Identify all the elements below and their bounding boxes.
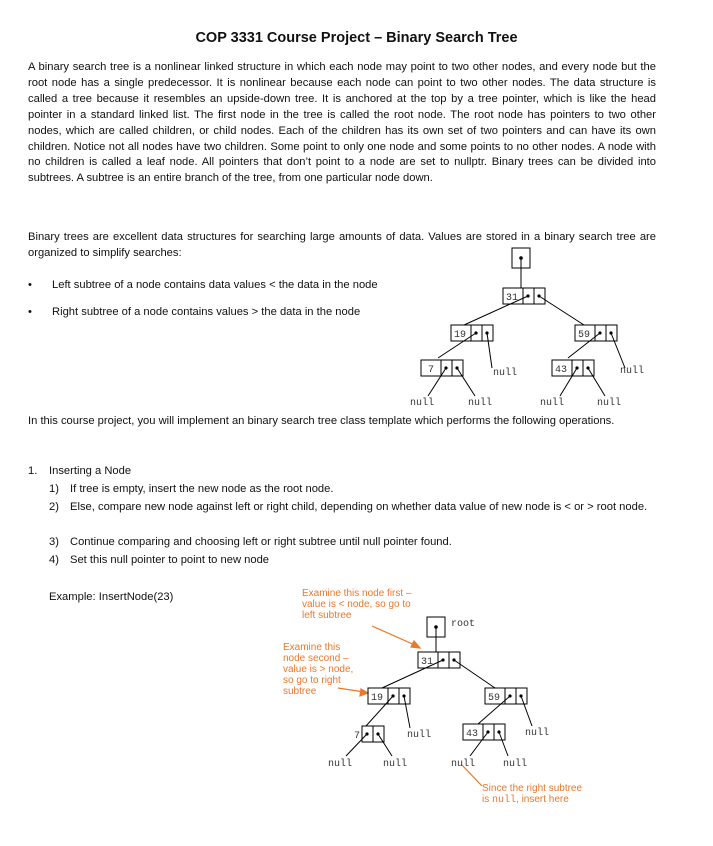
svg-text:Since the right subtree: Since the right subtree (482, 783, 583, 794)
insertion-diagram (270, 580, 610, 810)
project-paragraph: In this course project, you will implement an binary search tree class template which performs the following operations. (28, 415, 615, 427)
svg-text:is null, insert here: is null, insert here (482, 794, 569, 806)
annotation-bottom (482, 783, 582, 806)
svg-text:node second –: node second – (283, 653, 349, 664)
annotation-first (302, 588, 412, 621)
node-value: 19 (454, 330, 467, 341)
node-value: 43 (466, 729, 479, 740)
node-value: 19 (371, 693, 384, 704)
svg-text:value is > node,: value is > node, (283, 664, 354, 675)
bullet-dot-icon: • (28, 279, 32, 291)
node-value: 7 (428, 365, 435, 376)
searching-paragraph: Binary trees are excellent data structures for searching large amounts of data. Values are stored in a binary search tree are organized to simplify searches: (28, 231, 656, 259)
node-value: 59 (578, 330, 591, 341)
svg-text:so go to right: so go to right (283, 675, 341, 686)
null-label: null (468, 398, 493, 409)
node-value: 43 (555, 365, 568, 376)
svg-text:Examine this node first –: Examine this node first – (302, 588, 412, 599)
bullet-dot-icon: • (28, 306, 32, 318)
null-label: null (407, 730, 432, 741)
bst-diagram (400, 240, 670, 412)
document-page: COP 3331 Course Project – Binary Search Tree A binary search tree is a nonlinear linked structure in which each node may point to two other nodes, and every node but the root node has a single predecessor. It is nonlinear because each node can point to two other nodes. The data structure is called a tree because it resembles an upside-down tree. It is anchored at the top by a tree pointer, which is like the head pointer in a standard linked list. The first node in the tree is called the root node. The root node has pointers to two other nodes, which are called children, or child nodes. Each of the children has its own set of two pointers and can have its own children. Notice not all nodes have two children. Some point to only one node and some points to no other nodes. A node with no children is called a leaf node. All pointers that don’t point to a node are set to nullptr. Binary trees can be divided into subtrees. A subtree is an entire branch of the tree, from one particular node down. Binary trees are excellent data structures for searching large amounts of data. Values are stored in a binary search tree are organized to simplify searches: • Left subtree of a node contains data values < the data in the node • Right subtree of a node contains values > the data in the node 31 19 59 7 43 null null null null null null In this course project, you will implement an binary search tree class template which performs the following operations. 1. Inserting a Node 1) If tree is empty, insert the new node as the root node. 2) Else, compare new node against left or right child, depending on whether data value of new node is < or > root node. 3) Continue comparing and choosing left or right subtree until null pointer found. 4) Set this null pointer to point to new node Example: InsertNode(23) Examine this node first – value is < node, so go to left subtree Examine this node second – value is > node, so go to right subtree root 31 19 59 7 43 null null null null null null Since the right subtree is null, insert here (0, 0, 713, 846)
page-title: COP 3331 Course Project – Binary Search Tree (195, 30, 518, 46)
null-label: null (328, 759, 353, 770)
null-label: null (525, 728, 550, 739)
node-value: 31 (421, 657, 434, 668)
svg-text:value is < node, so go to: value is < node, so go to (302, 599, 411, 610)
root-label: root (451, 619, 476, 630)
node-value: 59 (488, 693, 501, 704)
null-label: null (493, 368, 518, 379)
null-label: null (620, 366, 645, 377)
svg-text:left subtree: left subtree (302, 610, 352, 621)
node-value: 31 (506, 293, 519, 304)
null-label: null (410, 398, 435, 409)
null-label: null (383, 759, 408, 770)
null-label: null (597, 398, 622, 409)
svg-text:Examine this: Examine this (283, 642, 341, 653)
null-label: null (540, 398, 565, 409)
node-value: 7 (354, 731, 361, 742)
svg-text:subtree: subtree (283, 686, 317, 697)
null-label: null (503, 759, 528, 770)
example-label: Example: InsertNode(23) (49, 591, 174, 603)
null-label: null (451, 759, 476, 770)
intro-paragraph: A binary search tree is a nonlinear linked structure in which each node may point to two other nodes, and every node but the root node has a single predecessor. It is nonlinear because each node can point to two other nodes. The data structure is called a tree because it resembles an upside-down tree. It is anchored at the top by a tree pointer, which is like the head pointer in a standard linked list. The first node in the tree is called the root node. The root node has pointers to two other nodes, which are called children, or child nodes. Each of the children has its own set of two pointers and can have its own children. Notice not all nodes have two children. Some point to only one node and some points to no other nodes. A node with no children is called a leaf node. All pointers that don’t point to a node are set to nullptr. Binary trees can be divided into subtrees. A subtree is an entire branch of the tree, from one particular node down. (28, 61, 656, 185)
